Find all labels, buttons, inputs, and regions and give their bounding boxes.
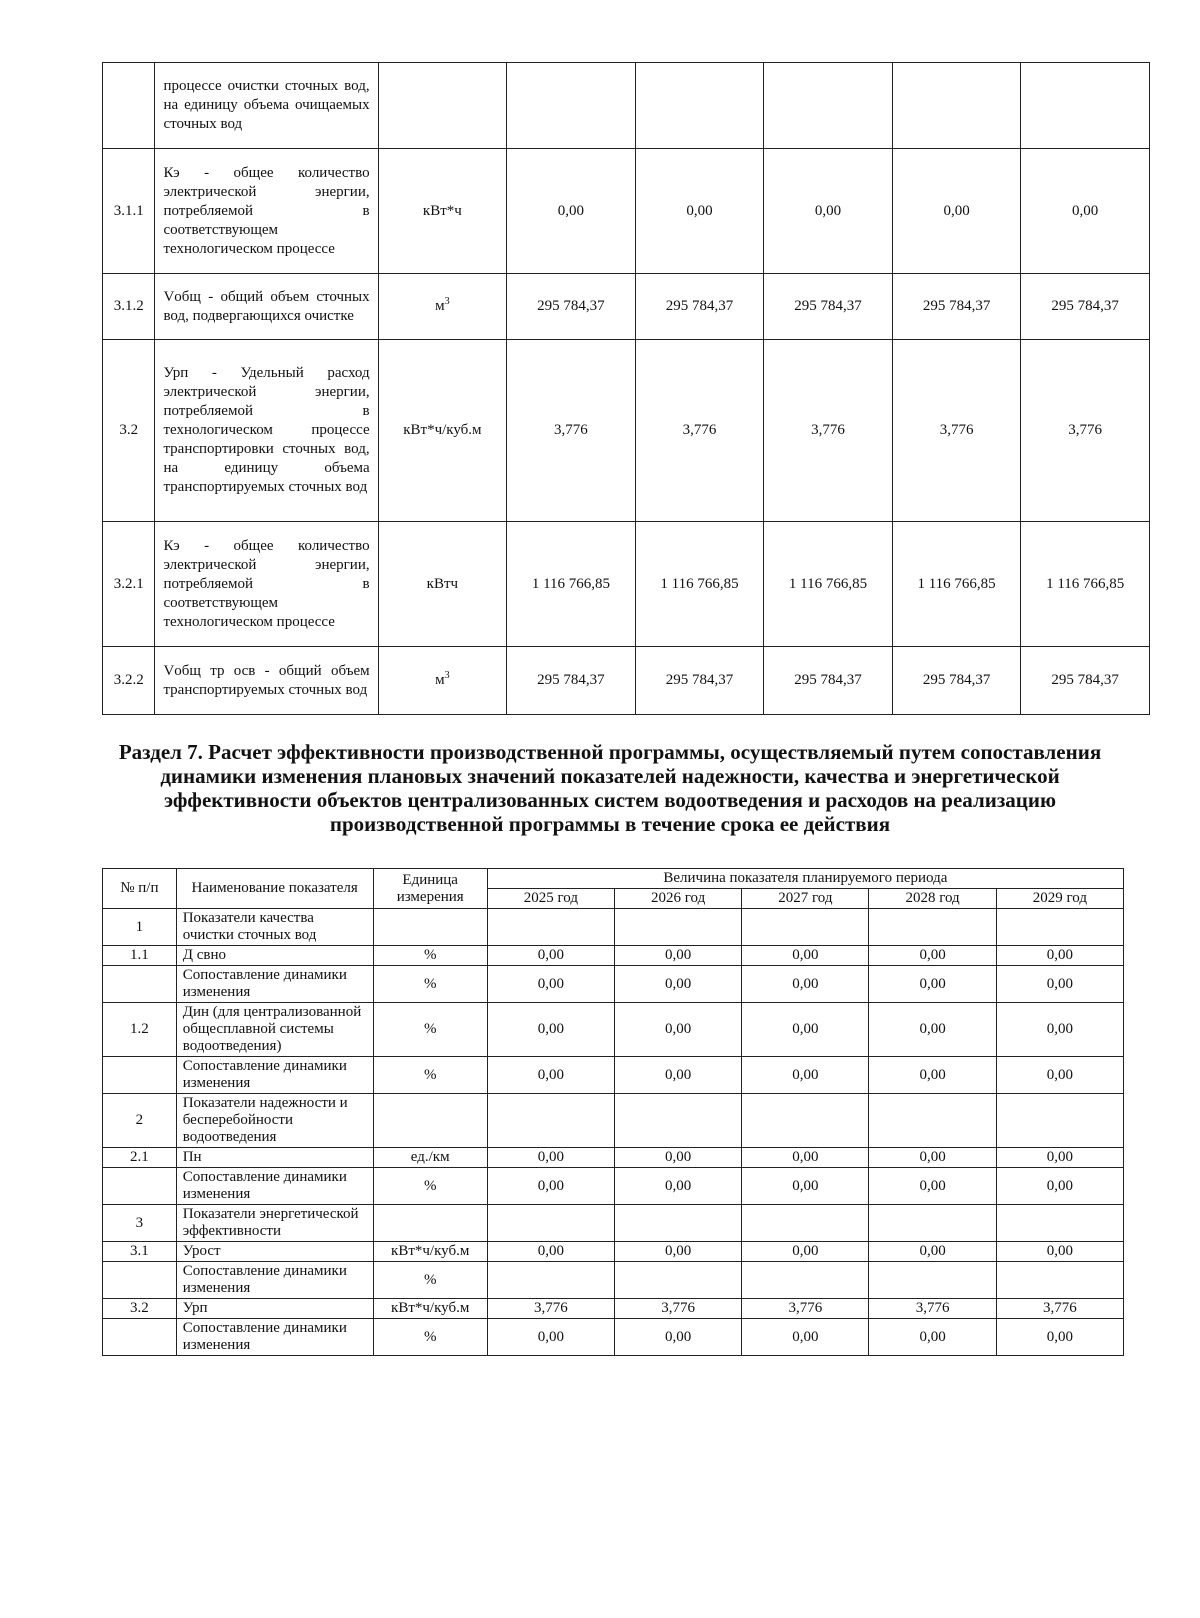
value-cell: 0,00 [996, 966, 1123, 1003]
value-cell: 1 116 766,85 [892, 522, 1021, 647]
value-cell [869, 1205, 996, 1242]
header-year: 2029 год [996, 889, 1123, 909]
row-number [103, 1057, 177, 1094]
value-cell: 3,776 [869, 1299, 996, 1319]
value-cell: 295 784,37 [635, 647, 764, 715]
value-cell: 0,00 [487, 1003, 614, 1057]
value-cell: 0,00 [742, 966, 869, 1003]
header-name: Наименование показателя [176, 869, 373, 909]
unit-cell: ед./км [373, 1148, 487, 1168]
unit-cell [378, 274, 507, 340]
unit-superscript: 3 [444, 670, 450, 681]
value-cell: 295 784,37 [1021, 274, 1150, 340]
row-number: 2.1 [103, 1148, 177, 1168]
value-cell: 0,00 [742, 1003, 869, 1057]
indicator-name: Дин (для централизованной общесплавной системы водоотведения) [176, 1003, 373, 1057]
value-cell [487, 1205, 614, 1242]
value-cell: 0,00 [507, 149, 636, 274]
table-row [103, 1094, 1124, 1148]
indicator-name: Показатели качества очистки сточных вод [176, 909, 373, 946]
unit-text: м [435, 298, 445, 314]
value-cell [614, 1262, 741, 1299]
unit-cell [373, 1094, 487, 1148]
value-cell: 0,00 [742, 1242, 869, 1262]
indicator-name: Vобщ - общий объем сточных вод, подвергающихся очистке [155, 274, 378, 340]
table-row [103, 1262, 1124, 1299]
indicator-name: Кэ - общее количество электрической энергии, потребляемой в соответствующем технологическом процессе [155, 522, 378, 647]
value-cell [869, 909, 996, 946]
value-cell: 0,00 [996, 1168, 1123, 1205]
row-number: 3.1.1 [103, 149, 155, 274]
indicator-name: Пн [176, 1148, 373, 1168]
value-cell: 0,00 [869, 966, 996, 1003]
row-number: 3.2 [103, 1299, 177, 1319]
value-cell: 0,00 [1021, 149, 1150, 274]
value-cell: 1 116 766,85 [1021, 522, 1150, 647]
value-cell: 0,00 [614, 946, 741, 966]
value-cell: 0,00 [614, 1057, 741, 1094]
unit-cell: % [373, 966, 487, 1003]
unit-text: кВт*ч/куб.м [403, 422, 482, 438]
value-cell: 0,00 [996, 946, 1123, 966]
table-row [103, 1003, 1124, 1057]
header-year: 2025 год [487, 889, 614, 909]
unit-cell [378, 340, 507, 522]
unit-cell: % [373, 1262, 487, 1299]
value-cell: 0,00 [487, 1148, 614, 1168]
energy-table-continuation [102, 62, 1150, 715]
table-row [103, 966, 1124, 1003]
value-cell: 0,00 [487, 1319, 614, 1356]
unit-cell: кВт*ч/куб.м [373, 1299, 487, 1319]
unit-cell: % [373, 1057, 487, 1094]
section-7-heading: Раздел 7. Расчет эффективности производственной программы, осуществляемый путем сопоставления динамики изменения плановых значений показателей надежности, качества и энергетической эффективности объектов централизованных систем водоотведения и расходов на реализацию производственной программы в течение срока ее действия [118, 740, 1102, 836]
unit-cell [373, 1205, 487, 1242]
value-cell [869, 1094, 996, 1148]
value-cell [869, 1262, 996, 1299]
unit-superscript: 3 [444, 296, 450, 307]
value-cell [996, 1205, 1123, 1242]
value-cell: 295 784,37 [507, 647, 636, 715]
value-cell: 3,776 [487, 1299, 614, 1319]
value-cell: 295 784,37 [1021, 647, 1150, 715]
indicator-name: Показатели надежности и бесперебойности водоотведения [176, 1094, 373, 1148]
value-cell: 0,00 [614, 966, 741, 1003]
value-cell: 295 784,37 [764, 647, 893, 715]
value-cell [487, 1094, 614, 1148]
value-cell: 3,776 [1021, 340, 1150, 522]
value-cell: 0,00 [869, 1168, 996, 1205]
value-cell: 1 116 766,85 [507, 522, 636, 647]
table-row [103, 909, 1124, 946]
table-row [103, 647, 1150, 715]
value-cell: 0,00 [869, 1242, 996, 1262]
value-cell [764, 63, 893, 149]
value-cell [996, 1262, 1123, 1299]
row-number: 3.1.2 [103, 274, 155, 340]
efficiency-table [102, 868, 1124, 1356]
table-row [103, 1299, 1124, 1319]
table-row [103, 149, 1150, 274]
value-cell: 0,00 [635, 149, 764, 274]
value-cell [996, 909, 1123, 946]
table-row [103, 1205, 1124, 1242]
table-row [103, 1057, 1124, 1094]
value-cell: 295 784,37 [764, 274, 893, 340]
indicator-name: Д свно [176, 946, 373, 966]
indicator-name: процессе очистки сточных вод, на единицу объема очищаемых сточных вод [155, 63, 378, 149]
row-number [103, 63, 155, 149]
table-row [103, 946, 1124, 966]
header-year: 2028 год [869, 889, 996, 909]
table-row [103, 1148, 1124, 1168]
row-number: 2 [103, 1094, 177, 1148]
value-cell: 0,00 [487, 1168, 614, 1205]
value-cell: 0,00 [996, 1003, 1123, 1057]
value-cell [742, 1262, 869, 1299]
value-cell [614, 909, 741, 946]
value-cell: 0,00 [614, 1168, 741, 1205]
unit-cell [378, 522, 507, 647]
unit-cell: кВт*ч/куб.м [373, 1242, 487, 1262]
unit-cell [378, 149, 507, 274]
indicator-name: Vобщ тр осв - общий объем транспортируемых сточных вод [155, 647, 378, 715]
value-cell [614, 1205, 741, 1242]
value-cell: 0,00 [614, 1242, 741, 1262]
unit-cell: % [373, 946, 487, 966]
value-cell: 0,00 [869, 1057, 996, 1094]
value-cell: 0,00 [487, 1057, 614, 1094]
indicator-name: Урп - Удельный расход электрической энергии, потребляемой в технологическом процессе транспортировки сточных вод, на единицу объема транспортируемых сточных вод [155, 340, 378, 522]
header-year: 2026 год [614, 889, 741, 909]
unit-text: кВт*ч [422, 202, 462, 219]
indicator-name: Показатели энергетической эффективности [176, 1205, 373, 1242]
value-cell: 0,00 [487, 1242, 614, 1262]
indicator-name: Урп [176, 1299, 373, 1319]
value-cell: 0,00 [742, 1168, 869, 1205]
value-cell [1021, 63, 1150, 149]
value-cell: 3,776 [507, 340, 636, 522]
unit-cell [373, 909, 487, 946]
value-cell: 0,00 [892, 149, 1021, 274]
header-period: Величина показателя планируемого периода [487, 869, 1123, 889]
indicator-name: Сопоставление динамики изменения [176, 966, 373, 1003]
row-number: 1.2 [103, 1003, 177, 1057]
row-number [103, 966, 177, 1003]
unit-text: кВтч [426, 575, 459, 592]
value-cell [487, 909, 614, 946]
value-cell: 3,776 [742, 1299, 869, 1319]
value-cell: 295 784,37 [892, 274, 1021, 340]
row-number: 1.1 [103, 946, 177, 966]
value-cell: 0,00 [996, 1319, 1123, 1356]
header-row [103, 869, 1124, 889]
value-cell: 0,00 [869, 1003, 996, 1057]
row-number: 3 [103, 1205, 177, 1242]
value-cell: 0,00 [742, 946, 869, 966]
unit-cell: % [373, 1003, 487, 1057]
value-cell: 0,00 [996, 1148, 1123, 1168]
value-cell [742, 1205, 869, 1242]
table-row [103, 340, 1150, 522]
value-cell: 0,00 [487, 966, 614, 1003]
header-num: № п/п [103, 869, 177, 909]
value-cell [892, 63, 1021, 149]
unit-cell [378, 63, 507, 149]
row-number [103, 1319, 177, 1356]
value-cell [614, 1094, 741, 1148]
value-cell [635, 63, 764, 149]
table-row [103, 1168, 1124, 1205]
value-cell: 1 116 766,85 [635, 522, 764, 647]
row-number: 1 [103, 909, 177, 946]
indicator-name: Урост [176, 1242, 373, 1262]
value-cell [507, 63, 636, 149]
value-cell: 0,00 [764, 149, 893, 274]
value-cell [487, 1262, 614, 1299]
row-number [103, 1262, 177, 1299]
row-number: 3.2.1 [103, 522, 155, 647]
value-cell [996, 1094, 1123, 1148]
row-number [103, 1168, 177, 1205]
value-cell: 3,776 [764, 340, 893, 522]
row-number: 3.1 [103, 1242, 177, 1262]
indicator-name: Сопоставление динамики изменения [176, 1168, 373, 1205]
row-number: 3.2.2 [103, 647, 155, 715]
value-cell: 1 116 766,85 [764, 522, 893, 647]
value-cell: 295 784,37 [507, 274, 636, 340]
value-cell: 0,00 [614, 1003, 741, 1057]
value-cell: 0,00 [869, 946, 996, 966]
value-cell: 3,776 [892, 340, 1021, 522]
unit-cell: % [373, 1168, 487, 1205]
header-unit: Единица измерения [373, 869, 487, 909]
value-cell: 3,776 [614, 1299, 741, 1319]
table-row [103, 1319, 1124, 1356]
value-cell: 0,00 [996, 1242, 1123, 1262]
value-cell: 295 784,37 [635, 274, 764, 340]
table-row [103, 274, 1150, 340]
value-cell: 0,00 [614, 1148, 741, 1168]
value-cell [742, 909, 869, 946]
value-cell: 295 784,37 [892, 647, 1021, 715]
value-cell: 0,00 [742, 1319, 869, 1356]
value-cell: 0,00 [996, 1057, 1123, 1094]
table-row [103, 63, 1150, 149]
table-row [103, 522, 1150, 647]
row-number: 3.2 [103, 340, 155, 522]
value-cell: 0,00 [869, 1319, 996, 1356]
table-row [103, 1242, 1124, 1262]
indicator-name: Сопоставление динамики изменения [176, 1262, 373, 1299]
value-cell: 3,776 [996, 1299, 1123, 1319]
value-cell [742, 1094, 869, 1148]
header-year: 2027 год [742, 889, 869, 909]
unit-cell: % [373, 1319, 487, 1356]
value-cell: 0,00 [614, 1319, 741, 1356]
value-cell: 0,00 [742, 1057, 869, 1094]
indicator-name: Сопоставление динамики изменения [176, 1057, 373, 1094]
value-cell: 0,00 [742, 1148, 869, 1168]
indicator-name: Сопоставление динамики изменения [176, 1319, 373, 1356]
value-cell: 3,776 [635, 340, 764, 522]
indicator-name: Кэ - общее количество электрической энергии, потребляемой в соответствующем технологическом процессе [155, 149, 378, 274]
value-cell: 0,00 [869, 1148, 996, 1168]
value-cell: 0,00 [487, 946, 614, 966]
unit-text: м [435, 672, 445, 688]
unit-cell [378, 647, 507, 715]
